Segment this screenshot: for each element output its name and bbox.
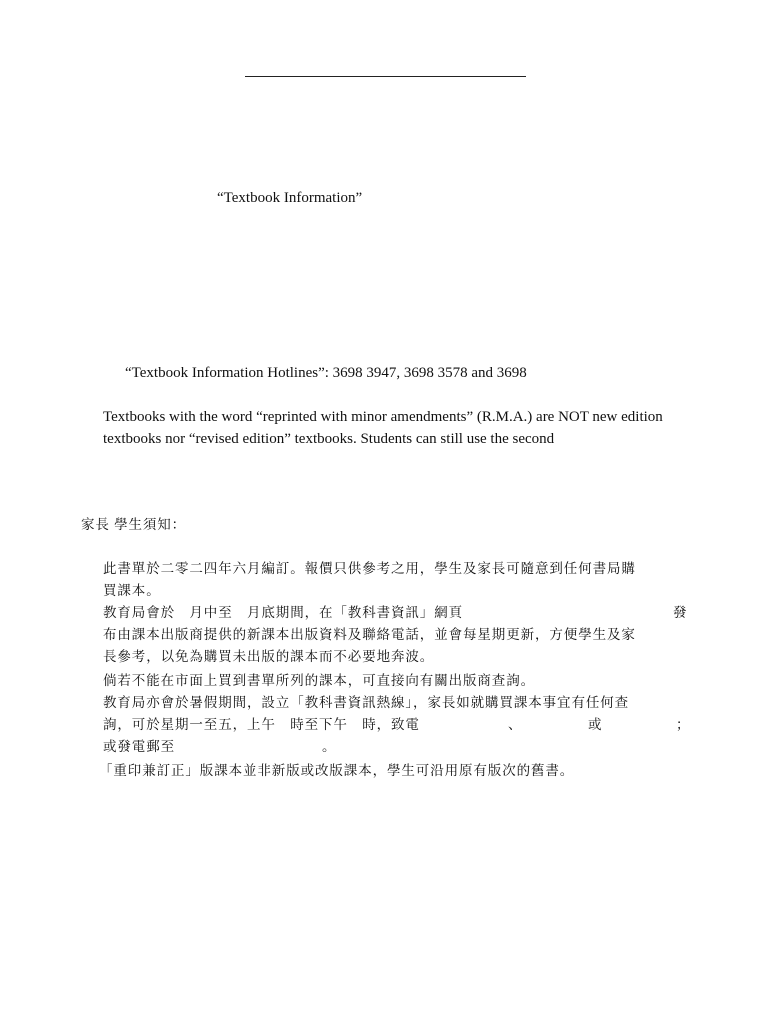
para4-line3-a: 或發電郵至 <box>103 739 175 754</box>
para2-line1-a: 教育局會於 月中至 月底期間，在「教科書資訊」網頁 <box>103 605 463 620</box>
para4-line3-b: 。 <box>322 739 337 754</box>
para4-line2-d: ； <box>676 717 691 732</box>
textbook-info-title: “Textbook Information” <box>217 190 363 206</box>
rma-line-1: Textbooks with the word “reprinted with minor amendments” (R.M.A.) are NOT new edition <box>103 409 663 425</box>
para4-line1: 教育局亦會於暑假期間，設立「教科書資訊熱線」，家長如就購買課本事宜有任何查 <box>103 695 630 710</box>
hotlines-line: “Textbook Information Hotlines”: 3698 3947, 3698 3578 and 3698 <box>125 365 527 381</box>
para4-line2-b: 、 <box>508 717 523 732</box>
header-rule <box>245 76 526 77</box>
para2-line2: 布由課本出版商提供的新課本出版資料及聯絡電話，並會每星期更新，方便學生及家 <box>103 627 636 642</box>
para2-line3: 長參考，以免為購買未出版的課本而不必要地奔波。 <box>103 649 435 664</box>
para2-line1-b: 發 <box>673 605 688 620</box>
para5-line1: 「重印兼訂正」版課本並非新版或改版課本，學生可沿用原有版次的舊書。 <box>99 763 575 778</box>
notice-heading: 家長 學生須知： <box>81 517 187 532</box>
para1-line1: 此書單於二零二四年六月編訂。報價只供參考之用，學生及家長可隨意到任何書局購 <box>103 561 636 576</box>
para1-line2: 買課本。 <box>103 583 161 598</box>
rma-line-2: textbooks nor “revised edition” textbooks. Students can still use the second <box>103 431 555 447</box>
para4-line2-c: 或 <box>588 717 603 732</box>
para3-line1: 倘若不能在市面上買到書單所列的課本，可直接向有關出版商查詢。 <box>103 673 535 688</box>
para4-line2-a: 詢，可於星期一至五，上午 時至下午 時，致電 <box>103 717 420 732</box>
